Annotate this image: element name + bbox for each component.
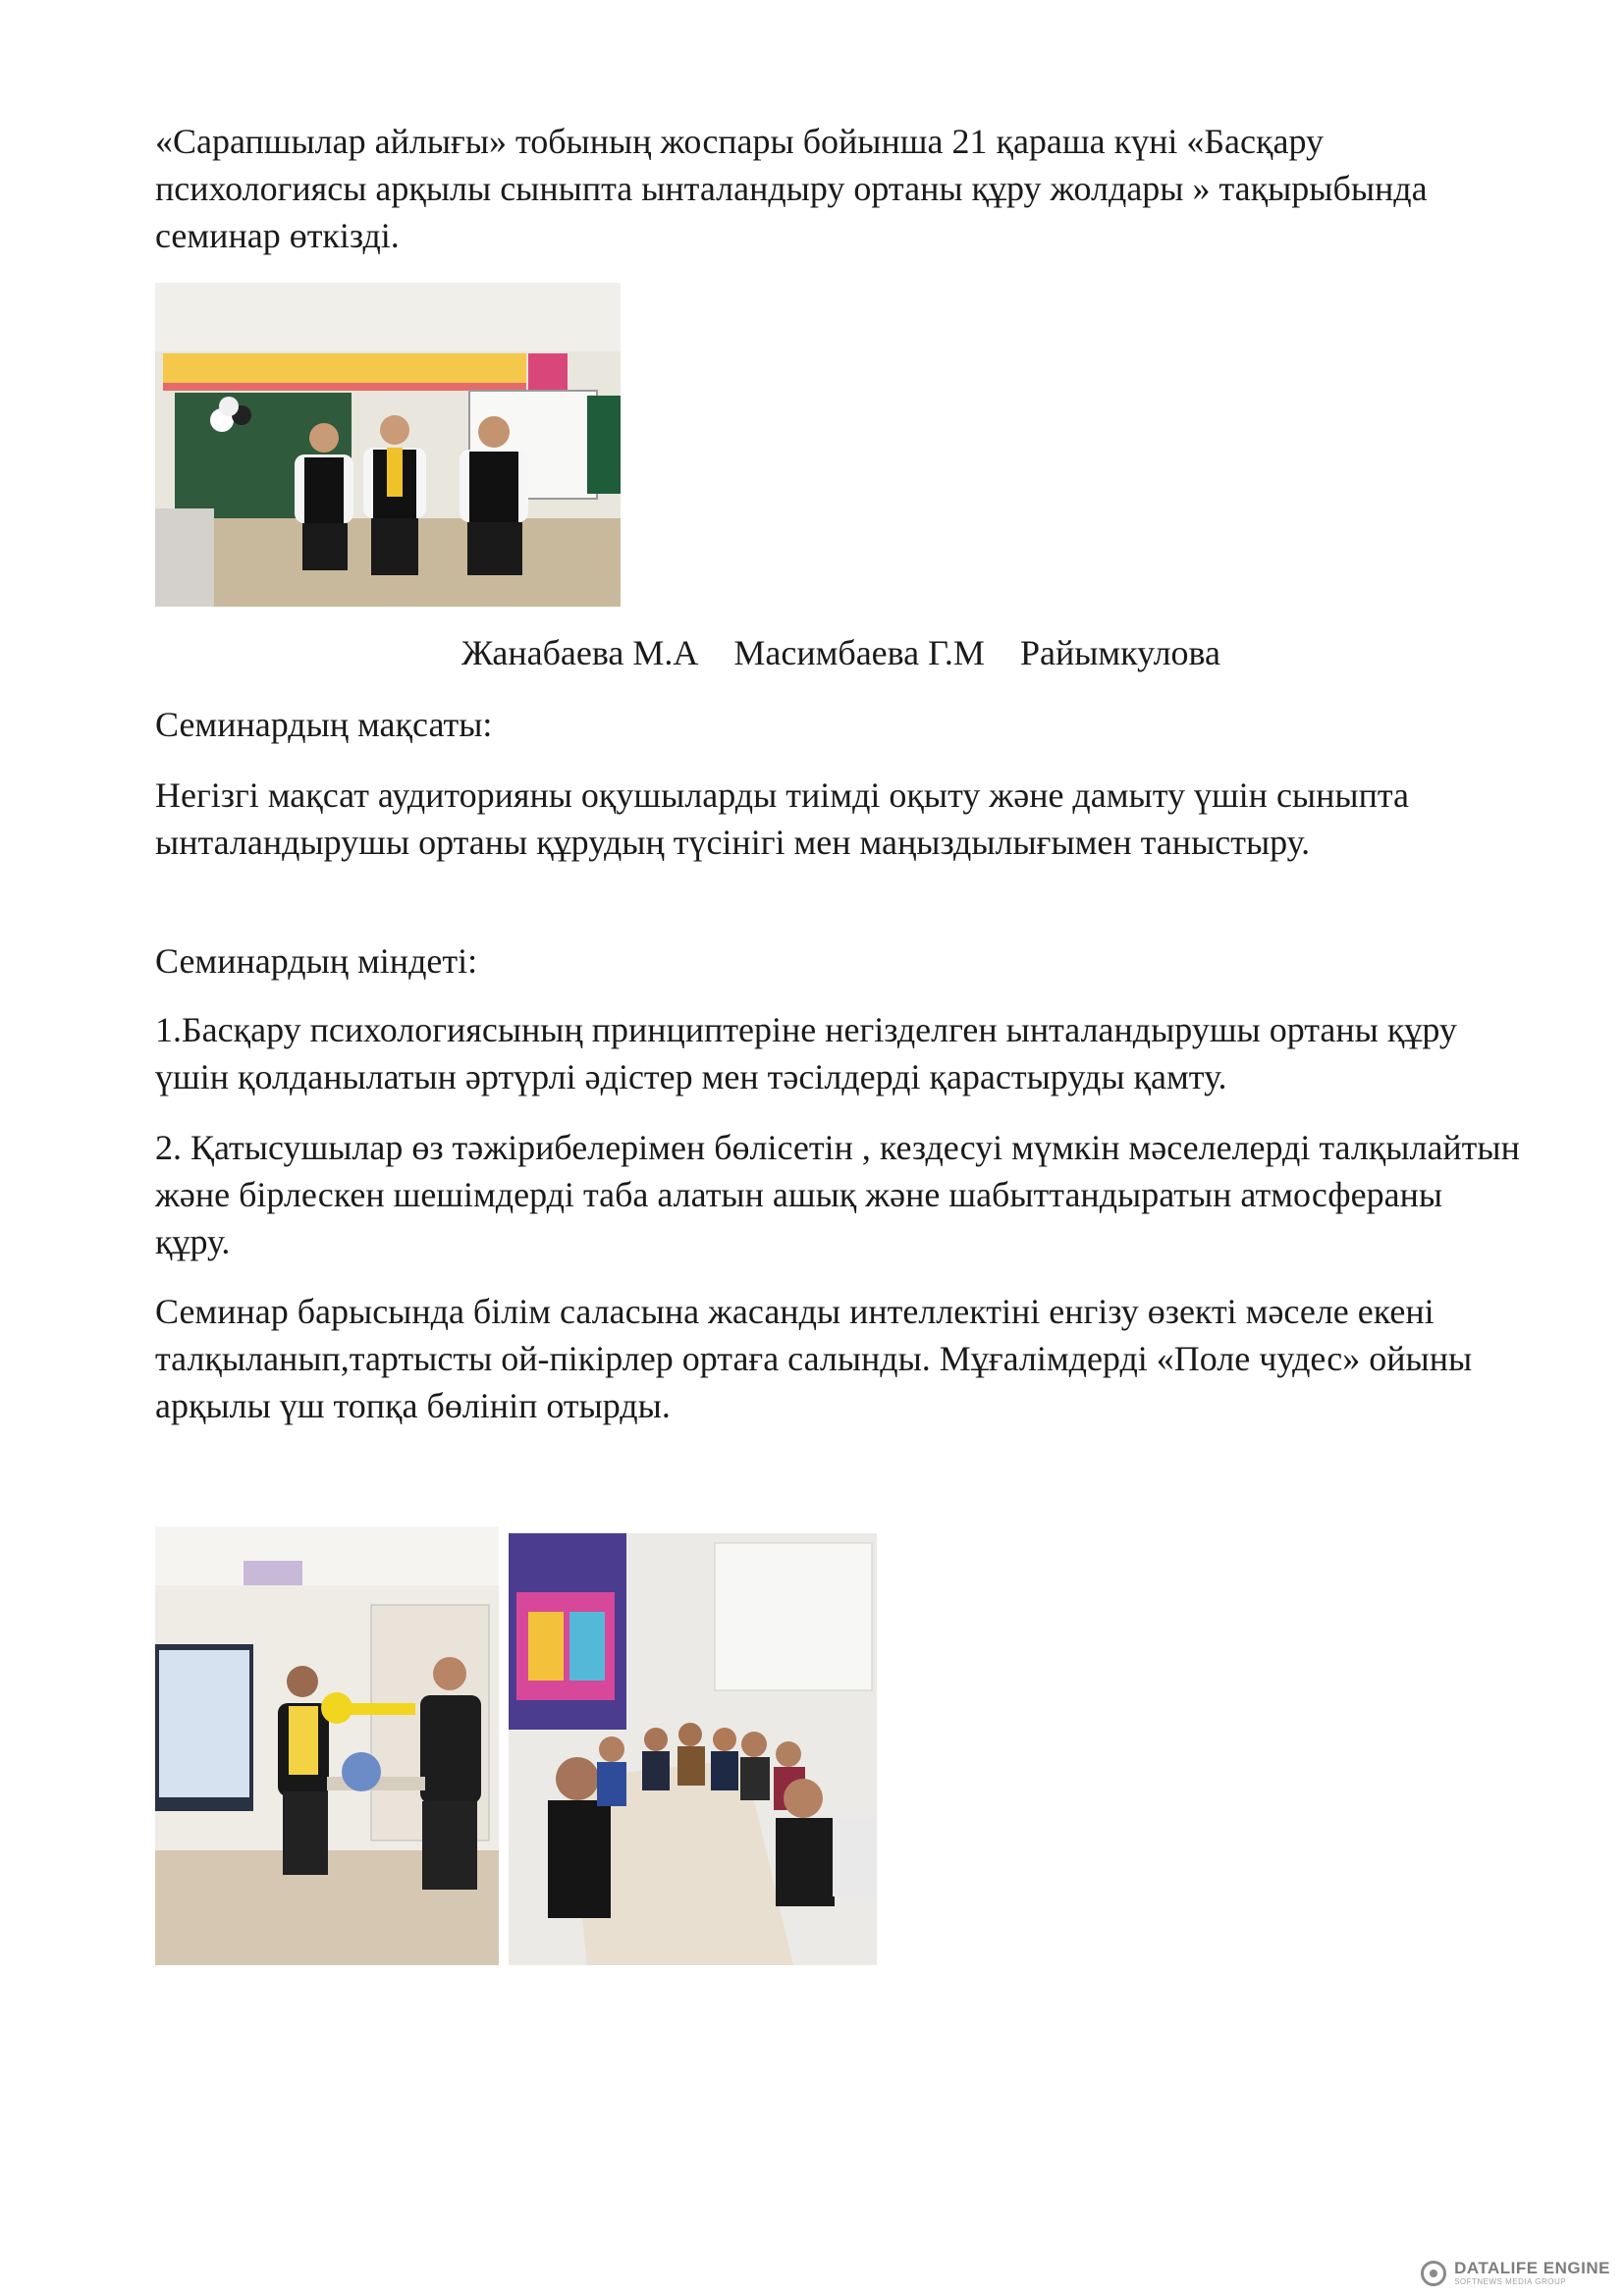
- intro-paragraph: «Сарапшылар айлығы» тобының жоспары бойынша 21 қараша күні «Басқару психологиясы арқылы сыныпта ынталандыру ортаны құру жолдары » тақырыбында семинар өткізді.: [155, 122, 1428, 255]
- task-heading: Семинардың міндеті:: [155, 941, 478, 981]
- watermark-main-text: DATALIFE ENGINE: [1454, 2259, 1610, 2277]
- caption-name-1: Жанабаева М.А: [461, 633, 699, 672]
- photo-group-discussion: [509, 1533, 877, 1965]
- watermark-sub-text: SOFTNEWS MEDIA GROUP: [1454, 2277, 1567, 2286]
- photo-caption: [461, 629, 1256, 676]
- task-1-paragraph: 1.Басқару психологиясының принциптеріне негізделген ынталандырушы ортаны құру үшін қолданылатын әртүрлі әдістер мен тәсілдерді қарастыруды қамту.: [155, 1010, 1457, 1096]
- caption-name-3: Райымкулова: [1019, 633, 1221, 672]
- goal-heading: Семинардың мақсаты:: [155, 705, 493, 744]
- summary-paragraph: Семинар барысында білім саласына жасанды интеллектіні енгізу өзекті мәселе екені талқыланып,тартысты ой-пікірлер ортаға салынды. Мұғалімдерді «Поле чудес» ойыны арқылы үш топқа бөлініп отырды.: [155, 1292, 1473, 1425]
- datalife-engine-watermark: [1421, 2260, 1610, 2286]
- datalife-logo-icon: [1421, 2261, 1446, 2286]
- caption-name-2: Масимбаева Г.М: [733, 633, 985, 672]
- photo-three-teachers: [155, 283, 621, 607]
- goal-paragraph: Негізгі мақсат аудиторияны оқушыларды тиімді оқыту және дамыту үшін сыныпта ынталандырушы ортаны құрудың түсінігі мен маңыздылығымен таныстыру.: [155, 775, 1409, 862]
- photo-key-presentation: [155, 1526, 499, 1965]
- task-2-paragraph: 2. Қатысушылар өз тәжірибелерімен бөлісетін , кездесуі мүмкін мәселелерді талқылайтын және бірлескен шешімдерді таба алатын ашық және шабыттандыратын атмосфераны құру.: [155, 1128, 1520, 1261]
